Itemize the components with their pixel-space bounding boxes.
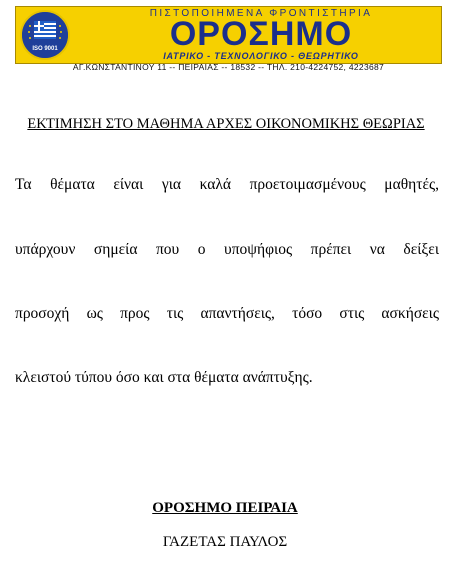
body-line-2: υπάρχουν σημεία που ο υποψήφιος πρέπει να δείξει [15, 241, 439, 258]
address-line: ΑΓ.ΚΩΝΣΤΑΝΤΙΝΟΥ 11 -- ΠΕΙΡΑΙΑΣ -- 18532 -- ΤΗΛ. 210-4224752, 4223687 [72, 62, 385, 72]
body-line-4: κλειστού τύπου όσο και στα θέματα ανάπτυξης. [15, 369, 313, 386]
body-line-1: Τα θέματα είναι για καλά προετοιμασμένους μαθητές, [15, 176, 439, 193]
brand-logo-text: ΟΡΟΣΗΜΟ [169, 15, 353, 53]
body-line-3: προσοχή ως προς τις απαντήσεις, τόσο στις ασκήσεις [15, 305, 439, 322]
signature-name: ΓΑΖΕΤΑΣ ΠΑΥΛΟΣ [162, 534, 288, 550]
document-heading: ΕΚΤΙΜΗΣΗ ΣΤΟ ΜΑΘΗΜΑ ΑΡΧΕΣ ΟΙΚΟΝΟΜΙΚΗΣ ΘΕΩΡΙΑΣ [27, 116, 425, 132]
svg-text:ISO 9001: ISO 9001 [32, 46, 58, 52]
greek-flag-emblem-icon [22, 12, 68, 58]
logo-emblem-icon [20, 10, 70, 60]
banner-tagline: ΠΙΣΤΟΠΟΙΗΜΕΝΑ ΦΡΟΝΤΙΣΤΗΡΙΑ [149, 8, 373, 19]
header-banner [15, 6, 442, 64]
banner-subtitle: ΙΑΤΡΙΚΟ - ΤΕΧΝΟΛΟΓΙΚΟ - ΘΕΩΡΗΤΙΚΟ [163, 51, 359, 61]
signature-organization: ΟΡΟΣΗΜΟ ΠΕΙΡΑΙΑ [152, 500, 298, 516]
